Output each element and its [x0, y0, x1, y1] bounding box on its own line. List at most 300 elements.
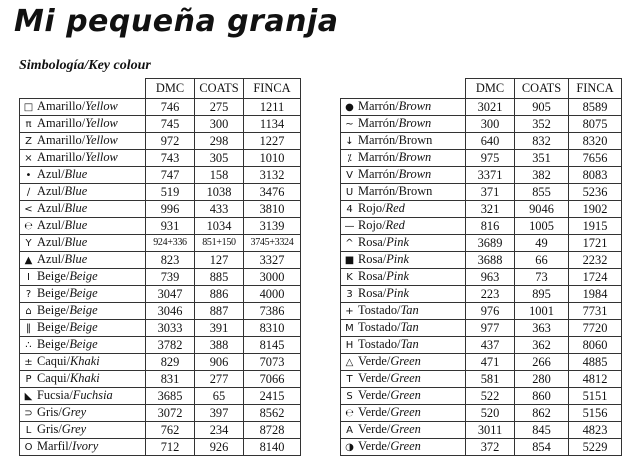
plus-icon: +: [345, 306, 354, 317]
color-name-cell: [20, 405, 146, 422]
coats-cell: 851+150: [195, 235, 244, 252]
table-row: [341, 320, 622, 337]
table-row: [341, 388, 622, 405]
finca-cell: 7656: [569, 150, 622, 167]
table-row: [20, 422, 301, 439]
dmc-cell: 321: [466, 201, 515, 218]
color-name-es: Marrón/: [358, 167, 399, 181]
finca-cell: 1902: [569, 201, 622, 218]
color-name-es: Rojo/: [358, 201, 386, 215]
finca-cell: 5151: [569, 388, 622, 405]
coats-cell: 854: [515, 439, 569, 456]
dot-icon: •: [25, 170, 32, 181]
color-name-cell: [341, 337, 466, 354]
table-row: [20, 99, 301, 116]
coats-cell: 66: [515, 252, 569, 269]
table-row: [20, 439, 301, 456]
legend-subtitle: Simbología/Key colour: [19, 58, 151, 73]
finca-cell: 1984: [569, 286, 622, 303]
dmc-cell: 762: [146, 422, 195, 439]
finca-cell: 3476: [244, 184, 301, 201]
color-name-es: Rosa/: [358, 269, 387, 283]
color-name-en: Pink: [386, 269, 409, 283]
header-finca: FINCA: [569, 79, 622, 99]
color-name-en: Beige: [69, 303, 98, 317]
color-name-en: Blue: [64, 252, 88, 266]
finca-cell: 2232: [569, 252, 622, 269]
color-name-cell: [20, 99, 146, 116]
coats-cell: 885: [195, 269, 244, 286]
color-name-es: Marrón/: [358, 133, 399, 147]
finca-cell: 8589: [569, 99, 622, 116]
color-name-en: Yellow: [85, 99, 118, 113]
table-row: [20, 371, 301, 388]
color-name-es: Rosa/: [358, 252, 387, 266]
dash-icon: —: [344, 221, 355, 232]
coats-cell: 277: [195, 371, 244, 388]
color-name-cell: [20, 150, 146, 167]
color-name-en: Brown: [398, 99, 432, 113]
dmc-cell: 223: [466, 286, 515, 303]
bar-icon: I: [27, 272, 30, 283]
question-icon: ?: [25, 289, 32, 300]
color-name-es: Gris/: [37, 405, 62, 419]
color-name-es: Marrón/: [358, 99, 399, 113]
table-row: [341, 235, 622, 252]
triangle-outline-icon: △: [345, 357, 354, 368]
color-name-en: Green: [390, 405, 421, 419]
finca-cell: 3132: [244, 167, 301, 184]
coats-cell: 832: [515, 133, 569, 150]
table-row: [341, 303, 622, 320]
dmc-cell: 747: [146, 167, 195, 184]
coats-cell: 1001: [515, 303, 569, 320]
finca-cell: 2415: [244, 388, 301, 405]
circle-filled-icon: ●: [345, 102, 354, 113]
color-name-en: Green: [390, 422, 421, 436]
dmc-cell: 746: [146, 99, 195, 116]
finca-cell: 3810: [244, 201, 301, 218]
superset-icon: ⊃: [24, 408, 33, 419]
finca-cell: 3327: [244, 252, 301, 269]
color-name-es: Amarillo/: [37, 116, 86, 130]
color-name-es: Tostado/: [358, 337, 401, 351]
table-row: [341, 252, 622, 269]
color-name-en: Red: [385, 201, 405, 215]
finca-cell: 1721: [569, 235, 622, 252]
double-bar-icon: ‖: [26, 323, 31, 334]
color-name-en: Green: [390, 371, 421, 385]
dmc-cell: 975: [466, 150, 515, 167]
color-name-en: Red: [385, 218, 405, 232]
tilde-icon: ~: [345, 119, 354, 130]
dmc-cell: 745: [146, 116, 195, 133]
table-row: [341, 218, 622, 235]
color-name-en: Khaki: [70, 371, 100, 385]
finca-cell: 8083: [569, 167, 622, 184]
table-row: [341, 439, 622, 456]
color-name-es: Azul/: [37, 167, 65, 181]
table-header-row: [341, 79, 622, 99]
finca-cell: 7720: [569, 320, 622, 337]
coats-cell: 906: [195, 354, 244, 371]
y-icon: Y: [25, 238, 32, 249]
coats-cell: 862: [515, 405, 569, 422]
color-name-en: Grey: [61, 422, 87, 436]
color-name-es: Amarillo/: [37, 150, 86, 164]
finca-cell: 4000: [244, 286, 301, 303]
color-name-cell: [20, 303, 146, 320]
dmc-cell: 581: [466, 371, 515, 388]
color-name-cell: [20, 337, 146, 354]
color-name-en: Brown: [398, 184, 433, 198]
coats-cell: 382: [515, 167, 569, 184]
dmc-cell: 300: [466, 116, 515, 133]
plus-minus-icon: ±: [24, 357, 33, 368]
h-icon: H: [345, 340, 354, 351]
color-name-cell: [20, 167, 146, 184]
finca-cell: 3000: [244, 269, 301, 286]
table-row: [341, 422, 622, 439]
dmc-cell: 3021: [466, 99, 515, 116]
coats-cell: 49: [515, 235, 569, 252]
dmc-cell: 3033: [146, 320, 195, 337]
coats-cell: 397: [195, 405, 244, 422]
table-row: [20, 133, 301, 150]
color-name-cell: [341, 354, 466, 371]
coats-cell: 905: [515, 99, 569, 116]
arrow-down-icon: ↓: [345, 136, 354, 147]
color-name-cell: [341, 405, 466, 422]
dmc-cell: 963: [466, 269, 515, 286]
left-table-body: [20, 99, 301, 456]
coats-cell: 855: [515, 184, 569, 201]
coats-cell: 362: [515, 337, 569, 354]
color-name-es: Verde/: [358, 371, 391, 385]
color-name-en: Pink: [386, 235, 409, 249]
color-name-en: Green: [390, 354, 421, 368]
color-name-cell: [20, 252, 146, 269]
color-name-en: Fuchsia: [72, 388, 113, 402]
coats-cell: 363: [515, 320, 569, 337]
right-table-body: [341, 99, 622, 456]
table-row: [20, 167, 301, 184]
coats-cell: 845: [515, 422, 569, 439]
color-name-es: Verde/: [358, 422, 391, 436]
a-icon: A: [346, 425, 353, 436]
table-row: [341, 150, 622, 167]
dmc-cell: 3689: [466, 235, 515, 252]
color-name-cell: [341, 320, 466, 337]
table-row: [341, 337, 622, 354]
header-dmc: DMC: [146, 79, 195, 99]
table-row: [341, 371, 622, 388]
circle-outline-icon: O: [24, 442, 33, 453]
color-name-en: Blue: [64, 201, 88, 215]
color-name-en: Green: [390, 439, 421, 453]
left-legend-table: [19, 78, 301, 456]
color-name-es: Beige/: [37, 269, 70, 283]
percent-slash-icon: ⁒: [347, 153, 352, 164]
color-name-cell: [20, 439, 146, 456]
square-outline-icon: □: [23, 102, 34, 113]
color-name-cell: [341, 99, 466, 116]
table-row: [20, 337, 301, 354]
coats-cell: 886: [195, 286, 244, 303]
four-icon: 4: [346, 204, 353, 215]
table-row: [20, 405, 301, 422]
three-icon: 3: [346, 289, 353, 300]
table-row: [341, 133, 622, 150]
finca-cell: 4812: [569, 371, 622, 388]
coats-cell: 895: [515, 286, 569, 303]
dmc-cell: 743: [146, 150, 195, 167]
s-icon: S: [346, 391, 353, 402]
color-name-es: Tostado/: [358, 320, 401, 334]
dmc-cell: 924+336: [146, 235, 195, 252]
finca-cell: 5156: [569, 405, 622, 422]
color-name-es: Marfil/: [37, 439, 73, 453]
color-name-en: Tan: [400, 337, 419, 351]
color-name-es: Amarillo/: [37, 133, 86, 147]
table-row: [20, 116, 301, 133]
table-row: [20, 388, 301, 405]
header-coats: COATS: [195, 79, 244, 99]
color-name-cell: [20, 184, 146, 201]
color-name-es: Rosa/: [358, 235, 387, 249]
cross-icon: ×: [24, 153, 33, 164]
color-name-cell: [20, 320, 146, 337]
coats-cell: 391: [195, 320, 244, 337]
finca-cell: 7066: [244, 371, 301, 388]
coats-cell: 300: [195, 116, 244, 133]
dmc-cell: 712: [146, 439, 195, 456]
color-name-es: Tostado/: [358, 303, 401, 317]
color-name-en: Tan: [400, 303, 419, 317]
dmc-cell: 372: [466, 439, 515, 456]
table-row: [341, 405, 622, 422]
dmc-cell: 371: [466, 184, 515, 201]
color-name-cell: [341, 167, 466, 184]
coats-cell: 65: [195, 388, 244, 405]
finca-cell: 1211: [244, 99, 301, 116]
finca-cell: 8320: [569, 133, 622, 150]
color-name-en: Yellow: [85, 150, 118, 164]
color-name-en: Brown: [398, 133, 433, 147]
square-filled-icon: ■: [344, 255, 355, 266]
finca-cell: 3139: [244, 218, 301, 235]
k-icon: K: [346, 272, 353, 283]
dmc-cell: 3047: [146, 286, 195, 303]
color-name-en: Brown: [398, 167, 432, 181]
color-name-en: Grey: [61, 405, 87, 419]
header-dmc: DMC: [466, 79, 515, 99]
coats-cell: 1005: [515, 218, 569, 235]
color-name-es: Verde/: [358, 388, 391, 402]
color-name-en: Blue: [64, 184, 88, 198]
color-name-es: Azul/: [37, 252, 65, 266]
color-name-cell: [20, 116, 146, 133]
color-name-es: Rojo/: [358, 218, 386, 232]
half-circle-icon: ◑: [345, 442, 354, 453]
header-coats: COATS: [515, 79, 569, 99]
color-name-es: Verde/: [358, 439, 391, 453]
color-name-cell: [20, 388, 146, 405]
color-name-cell: [341, 201, 466, 218]
color-name-cell: [341, 371, 466, 388]
finca-cell: 8728: [244, 422, 301, 439]
color-name-cell: [341, 388, 466, 405]
coats-cell: 127: [195, 252, 244, 269]
color-name-cell: [341, 133, 466, 150]
table-row: [341, 167, 622, 184]
coats-cell: 860: [515, 388, 569, 405]
t-icon: T: [346, 374, 353, 385]
color-name-en: Ivory: [72, 439, 99, 453]
three-dots-icon: ∴: [25, 340, 32, 351]
color-name-en: Pink: [386, 252, 409, 266]
house-icon: ⌂: [25, 306, 32, 317]
table-row: [20, 303, 301, 320]
finca-cell: 8140: [244, 439, 301, 456]
coats-cell: 275: [195, 99, 244, 116]
dmc-cell: 3011: [466, 422, 515, 439]
dmc-cell: 3046: [146, 303, 195, 320]
less-than-icon: <: [24, 204, 33, 215]
right-legend-table: [340, 78, 622, 456]
color-name-es: Beige/: [37, 286, 70, 300]
dmc-cell: 3072: [146, 405, 195, 422]
color-name-cell: [20, 354, 146, 371]
color-name-en: Yellow: [85, 116, 118, 130]
color-name-cell: [341, 116, 466, 133]
header-finca: FINCA: [244, 79, 301, 99]
e-filled-icon: ℮: [345, 408, 354, 419]
coats-cell: 887: [195, 303, 244, 320]
finca-cell: 4823: [569, 422, 622, 439]
coats-cell: 266: [515, 354, 569, 371]
table-row: [20, 150, 301, 167]
v-icon: V: [346, 170, 353, 181]
dmc-cell: 976: [466, 303, 515, 320]
color-name-es: Caqui/: [37, 371, 71, 385]
color-name-en: Khaki: [70, 354, 100, 368]
color-name-en: Tan: [400, 320, 419, 334]
color-name-cell: [341, 218, 466, 235]
table-row: [20, 252, 301, 269]
dmc-cell: 520: [466, 405, 515, 422]
color-name-es: Verde/: [358, 405, 391, 419]
coats-cell: 1038: [195, 184, 244, 201]
table-row: [20, 354, 301, 371]
color-name-es: Beige/: [37, 337, 70, 351]
color-name-cell: [341, 439, 466, 456]
color-name-es: Azul/: [37, 235, 65, 249]
table-row: [341, 184, 622, 201]
page-title: Mi pequeña granja: [14, 4, 339, 39]
coats-cell: 158: [195, 167, 244, 184]
coats-cell: 433: [195, 201, 244, 218]
color-name-cell: [20, 371, 146, 388]
table-row: [341, 269, 622, 286]
color-name-es: Marrón/: [358, 150, 399, 164]
table-row: [341, 99, 622, 116]
dmc-cell: 3685: [146, 388, 195, 405]
color-name-es: Gris/: [37, 422, 62, 436]
table-row: [20, 320, 301, 337]
pi-icon: π: [25, 119, 32, 130]
triangle-filled-icon: ▲: [24, 255, 33, 266]
z-icon: Z: [25, 136, 32, 147]
u-icon: U: [345, 187, 354, 198]
finca-cell: 1915: [569, 218, 622, 235]
coats-cell: 298: [195, 133, 244, 150]
coats-cell: 352: [515, 116, 569, 133]
color-name-es: Azul/: [37, 201, 65, 215]
table-row: [20, 286, 301, 303]
color-name-es: Azul/: [37, 218, 65, 232]
color-name-cell: [20, 269, 146, 286]
finca-cell: 4885: [569, 354, 622, 371]
color-name-en: Yellow: [85, 133, 118, 147]
table-row: [20, 218, 301, 235]
m-icon: M: [345, 323, 354, 334]
coats-cell: 234: [195, 422, 244, 439]
color-name-en: Brown: [398, 150, 432, 164]
color-name-cell: [20, 218, 146, 235]
table-row: [20, 269, 301, 286]
finca-cell: 1227: [244, 133, 301, 150]
color-name-en: Brown: [398, 116, 432, 130]
dmc-cell: 522: [466, 388, 515, 405]
e-symbol-icon: ℮: [24, 221, 33, 232]
color-name-cell: [341, 303, 466, 320]
color-name-cell: [341, 252, 466, 269]
finca-cell: 8145: [244, 337, 301, 354]
finca-cell: 1724: [569, 269, 622, 286]
l-icon: L: [25, 425, 32, 436]
table-header-row: [20, 79, 301, 99]
dmc-cell: 823: [146, 252, 195, 269]
color-name-cell: [341, 150, 466, 167]
color-name-es: Fucsia/: [37, 388, 73, 402]
color-name-cell: [341, 184, 466, 201]
table-row: [20, 184, 301, 201]
color-name-en: Blue: [64, 235, 88, 249]
dmc-cell: 831: [146, 371, 195, 388]
finca-cell: 3745+3324: [244, 235, 301, 252]
color-name-es: Amarillo/: [37, 99, 86, 113]
color-name-en: Beige: [69, 320, 98, 334]
color-name-cell: [341, 422, 466, 439]
coats-cell: 73: [515, 269, 569, 286]
color-name-es: Caqui/: [37, 354, 71, 368]
dmc-cell: 739: [146, 269, 195, 286]
color-name-cell: [20, 422, 146, 439]
color-name-es: Beige/: [37, 303, 70, 317]
color-name-en: Blue: [64, 167, 88, 181]
dmc-cell: 519: [146, 184, 195, 201]
dmc-cell: 816: [466, 218, 515, 235]
dmc-cell: 640: [466, 133, 515, 150]
color-name-es: Marrón/: [358, 116, 399, 130]
corner-triangle-icon: ◣: [24, 391, 33, 402]
color-name-es: Azul/: [37, 184, 65, 198]
p-icon: P: [25, 374, 32, 385]
dmc-cell: 3371: [466, 167, 515, 184]
finca-cell: 1134: [244, 116, 301, 133]
dmc-cell: 972: [146, 133, 195, 150]
